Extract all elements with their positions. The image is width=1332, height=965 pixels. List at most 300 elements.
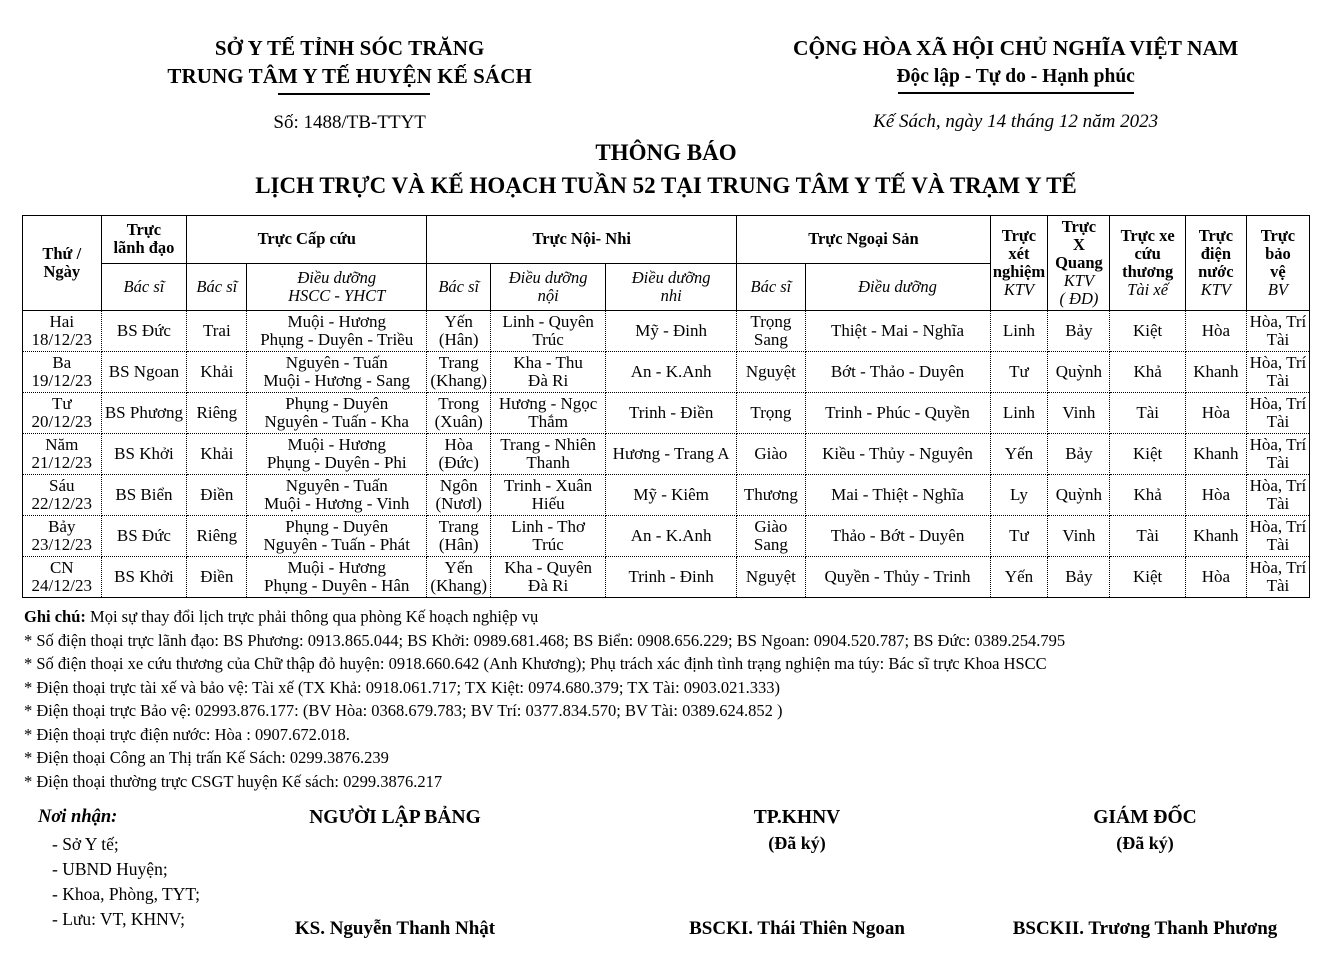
table-row [23, 516, 1310, 557]
table-body [23, 311, 1310, 598]
cell-line: Hòa [1201, 567, 1231, 586]
cell-line: Thiệt - Mai - Nghĩa [830, 321, 965, 340]
cell-ambulance [1110, 434, 1185, 475]
cell-line: Trinh - Phúc - Quyền [825, 403, 970, 422]
cell-line: Yến [444, 312, 473, 331]
cell-line: Linh - Quyên [502, 312, 594, 331]
cell-peds-nurse [605, 352, 736, 393]
cell-line: Tư [1009, 526, 1029, 545]
cell-emergency-doctor [187, 475, 247, 516]
cell-line: Muội - Hương [287, 312, 386, 331]
cell-internal-nurse [491, 557, 606, 598]
notes-section [24, 605, 1308, 793]
signature-role: NGƯỜI LẬP BẢNG [309, 807, 481, 828]
cell-line: Kha - Quyên [504, 558, 593, 577]
district-health-center: TRUNG TÂM Y TẾ HUYỆN KẾ SÁCH [167, 64, 532, 88]
list-item: - Khoa, Phòng, TYT; [52, 884, 200, 904]
table-head [23, 216, 1310, 311]
col-header-day: Thứ / Ngày [23, 216, 102, 311]
cell-line: Linh [1002, 321, 1036, 340]
cell-line: Phụng - Duyên - Hân [264, 576, 410, 595]
cell-line: Điền [200, 567, 234, 586]
cell-line: Quỳnh [1055, 485, 1103, 504]
cell-line: Giào [754, 517, 788, 536]
cell-line: An - K.Anh [630, 526, 712, 545]
cell-leadership [101, 352, 187, 393]
cell-line: Mỹ - Kiêm [633, 485, 709, 504]
table-row [23, 434, 1310, 475]
cell-line: Trọng [750, 312, 792, 331]
subcol-emergency-doctor: Bác sĩ [187, 263, 247, 311]
cell-xray [1048, 393, 1110, 434]
cell-surgery-doctor [737, 352, 805, 393]
cell-security [1246, 557, 1309, 598]
cell-leadership [101, 311, 187, 352]
place-and-date: Kế Sách, ngày 14 tháng 12 năm 2023 [873, 111, 1159, 132]
cell-line: Phụng - Duyên - Phi [266, 453, 407, 472]
cell-security [1246, 352, 1309, 393]
cell-ambulance [1110, 393, 1185, 434]
cell-day [23, 434, 102, 475]
cell-line: Hòa [1201, 485, 1231, 504]
col-header-emergency: Trực Cấp cứu [187, 216, 427, 264]
cell-line: Nguyên - Tuấn [285, 353, 388, 372]
signature-block-director [1000, 805, 1290, 940]
cell-line: Vinh [1062, 526, 1096, 545]
table-row [23, 475, 1310, 516]
cell-line: Muội - Hương - Sang [263, 371, 411, 390]
cell-line: Khanh [1193, 362, 1239, 381]
cell-line: Tài [1266, 535, 1290, 554]
recipients-title: Nơi nhận: [38, 807, 118, 827]
cell-line: Tài [1266, 494, 1290, 513]
cell-line: Thương [743, 485, 798, 504]
cell-line: Muội - Hương - Vinh [264, 494, 410, 513]
cell-lab [990, 475, 1048, 516]
cell-line: Hòa, Trí [1249, 435, 1307, 454]
cell-line: Yến [444, 558, 473, 577]
cell-emergency-nurse [247, 557, 427, 598]
list-item: - Lưu: VT, KHNV; [52, 909, 185, 929]
cell-line: Hòa, Trí [1249, 517, 1307, 536]
cell-surgery-doctor [737, 516, 805, 557]
cell-peds-nurse [605, 434, 736, 475]
subcol-internal-doctor: Bác sĩ [427, 263, 491, 311]
cell-xray [1048, 352, 1110, 393]
cell-line: Kiệt [1133, 567, 1163, 586]
cell-line: Tài [1266, 412, 1290, 431]
cell-line: Kiều - Thủy - Nguyên [822, 444, 973, 463]
cell-surgery-nurse [805, 557, 990, 598]
cell-leadership [101, 557, 187, 598]
cell-day [23, 516, 102, 557]
country-name: CỘNG HÒA XÃ HỘI CHỦ NGHĨA VIỆT NAM [792, 36, 1239, 60]
issuing-org-block [0, 34, 699, 134]
cell-line: Đà Ri [528, 371, 569, 390]
cell-line: Trúc [532, 330, 564, 349]
cell-line: Tư [51, 394, 72, 413]
cell-line: Tài [1266, 330, 1290, 349]
note-line: * Điện thoại Công an Thị trấn Kế Sách: 0299.3876.239 [24, 748, 389, 767]
cell-line: Bảy [1065, 567, 1093, 586]
cell-line: Trong [438, 394, 480, 413]
cell-xray [1048, 557, 1110, 598]
cell-internal-nurse [491, 393, 606, 434]
cell-security [1246, 475, 1309, 516]
schedule-table-wrapper [22, 215, 1310, 598]
cell-ambulance [1110, 352, 1185, 393]
cell-surgery-doctor [737, 393, 805, 434]
cell-ambulance [1110, 475, 1185, 516]
cell-line: Nguyệt [745, 567, 796, 586]
cell-line: Nguyên - Tuấn [285, 476, 388, 495]
table-row [23, 393, 1310, 434]
cell-line: Linh - Thơ [511, 517, 586, 536]
cell-leadership [101, 516, 187, 557]
cell-day [23, 393, 102, 434]
cell-line: (Khang) [430, 576, 488, 595]
cell-line: Sang [753, 330, 788, 349]
cell-leadership [101, 475, 187, 516]
cell-line: (Nươl) [435, 494, 482, 513]
cell-peds-nurse [605, 393, 736, 434]
cell-line: Hiếu [531, 494, 565, 513]
cell-line: Hòa, Trí [1249, 394, 1307, 413]
cell-line: Trinh - Điền [628, 403, 714, 422]
cell-line: BS Đức [116, 321, 171, 340]
cell-line: Trinh - Xuân [504, 476, 593, 495]
col-header-surgery-ob: Trực Ngoại Sản [737, 216, 990, 264]
table-row [23, 311, 1310, 352]
cell-line: Khanh [1193, 526, 1239, 545]
cell-surgery-nurse [805, 516, 990, 557]
cell-emergency-nurse [247, 311, 427, 352]
org-underline-rule [278, 93, 430, 95]
ghichu-label: Ghi chú: [24, 607, 86, 626]
cell-surgery-nurse [805, 311, 990, 352]
note-line: * Số điện thoại xe cứu thương của Chữ thập đỏ huyện: 0918.660.642 (Anh Khương); Phụ trách xác định tình trạng nghiện ma túy: Bác sĩ trực Khoa HSCC [24, 654, 1047, 673]
note-line: * Điện thoại thường trực CSGT huyện Kế sách: 0299.3876.217 [24, 771, 443, 791]
cell-line: Kha - Thu [513, 353, 583, 372]
cell-line: Tài [1266, 371, 1290, 390]
cell-line: Sáu [49, 476, 75, 495]
cell-internal-doctor [427, 475, 491, 516]
cell-line: Trai [202, 321, 231, 340]
cell-utilities [1185, 516, 1246, 557]
cell-internal-doctor [427, 311, 491, 352]
cell-line: Nguyệt [745, 362, 796, 381]
cell-internal-doctor [427, 393, 491, 434]
cell-line: Thảo - Bớt - Duyên [830, 526, 965, 545]
cell-line: 24/12/23 [31, 576, 92, 595]
cell-line: BS Biển [115, 485, 173, 504]
cell-leadership [101, 393, 187, 434]
subcol-internal-nurse: Điều dưỡng nội [491, 263, 606, 311]
cell-emergency-nurse [247, 434, 427, 475]
cell-emergency-nurse [247, 516, 427, 557]
cell-line: Phụng - Duyên [285, 517, 389, 536]
cell-surgery-doctor [737, 475, 805, 516]
cell-utilities [1185, 393, 1246, 434]
cell-internal-nurse [491, 475, 606, 516]
cell-peds-nurse [605, 516, 736, 557]
col-header-utilities: Trực điện nước KTV [1185, 216, 1246, 311]
cell-line: Tài [1136, 403, 1159, 422]
col-header-xray: Trực X Quang KTV ( ĐD) [1048, 216, 1110, 311]
cell-line: Riêng [196, 403, 238, 422]
cell-xray [1048, 311, 1110, 352]
cell-security [1246, 393, 1309, 434]
page-subtitle: LỊCH TRỰC VÀ KẾ HOẠCH TUẦN 52 TẠI TRUNG TÂM Y TẾ VÀ TRẠM Y TẾ [255, 173, 1077, 198]
cell-utilities [1185, 557, 1246, 598]
cell-utilities [1185, 311, 1246, 352]
document-footer [0, 805, 1332, 965]
cell-line: Ba [52, 353, 72, 372]
cell-line: Điền [200, 485, 234, 504]
cell-line: CN [49, 558, 74, 577]
cell-line: 21/12/23 [31, 453, 92, 472]
cell-utilities [1185, 475, 1246, 516]
cell-day [23, 311, 102, 352]
cell-line: Quỳnh [1055, 362, 1103, 381]
cell-lab [990, 516, 1048, 557]
cell-line: Mai - Thiệt - Nghĩa [831, 485, 964, 504]
cell-internal-doctor [427, 352, 491, 393]
col-header-lab: Trực xét nghiệm KTV [990, 216, 1048, 311]
cell-line: Hòa [1201, 321, 1231, 340]
cell-day [23, 557, 102, 598]
subcol-leadership-doctor: Bác sĩ [101, 263, 187, 311]
cell-line: Năm [45, 435, 79, 454]
cell-line: BS Ngoan [108, 362, 180, 381]
cell-line: Trúc [532, 535, 564, 554]
cell-xray [1048, 516, 1110, 557]
cell-security [1246, 516, 1309, 557]
cell-utilities [1185, 352, 1246, 393]
cell-line: (Đức) [438, 453, 479, 472]
cell-xray [1048, 434, 1110, 475]
note-line: * Điện thoại trực điện nước: Hòa : 0907.672.018. [24, 724, 350, 744]
cell-line: Khanh [1193, 444, 1239, 463]
subcol-surgery-doctor: Bác sĩ [737, 263, 805, 311]
cell-security [1246, 434, 1309, 475]
cell-line: Thắm [528, 412, 568, 431]
cell-line: Hai [49, 312, 75, 331]
cell-line: Hương - Ngọc [498, 394, 598, 413]
cell-line: Khả [1133, 362, 1162, 381]
cell-lab [990, 352, 1048, 393]
cell-line: Sang [753, 535, 788, 554]
cell-internal-nurse [491, 352, 606, 393]
header-row-groups [23, 216, 1310, 264]
cell-lab [990, 434, 1048, 475]
cell-line: (Khang) [430, 371, 488, 390]
cell-line: Trang [438, 353, 479, 372]
cell-line: Hòa, Trí [1249, 558, 1307, 577]
list-item: - UBND Huyện; [52, 859, 168, 879]
signature-role: GIÁM ĐỐC [1093, 807, 1197, 828]
cell-peds-nurse [605, 475, 736, 516]
cell-internal-doctor [427, 516, 491, 557]
signature-signed-mark: (Đã ký) [1116, 833, 1174, 853]
signature-block-planning-head [672, 805, 922, 940]
cell-line: (Hân) [438, 330, 479, 349]
cell-internal-doctor [427, 434, 491, 475]
cell-line: Vinh [1062, 403, 1096, 422]
cell-surgery-nurse [805, 475, 990, 516]
cell-line: Thanh [526, 453, 570, 472]
cell-line: BS Phương [104, 403, 184, 422]
cell-line: Nguyên - Tuấn - Kha [264, 412, 409, 431]
subcol-emergency-nurse: Điều dưỡng HSCC - YHCT [247, 263, 427, 311]
cell-line: Yến [1004, 444, 1034, 463]
cell-ambulance [1110, 311, 1185, 352]
signature-name: BSCKII. Trương Thanh Phương [1012, 918, 1278, 939]
duty-schedule-table [22, 215, 1310, 598]
document-number: Số: 1488/TB-TTYT [273, 112, 426, 133]
cell-line: Trinh - Đinh [628, 567, 714, 586]
cell-line: Hòa, Trí [1249, 312, 1307, 331]
cell-line: Kiệt [1133, 321, 1163, 340]
cell-line: Quyền - Thủy - Trinh [824, 567, 971, 586]
cell-line: Riêng [196, 526, 238, 545]
cell-emergency-nurse [247, 352, 427, 393]
list-item: - Sở Y tế; [52, 834, 119, 854]
cell-xray [1048, 475, 1110, 516]
cell-line: BS Khởi [114, 444, 174, 463]
cell-line: Bảy [48, 517, 76, 536]
provincial-health-dept: SỞ Y TẾ TỈNH SÓC TRĂNG [214, 36, 485, 60]
cell-line: (Hân) [438, 535, 479, 554]
cell-emergency-doctor [187, 311, 247, 352]
cell-line: Trang - Nhiên [500, 435, 596, 454]
cell-line: An - K.Anh [630, 362, 712, 381]
cell-line: Mỹ - Đinh [635, 321, 708, 340]
cell-surgery-nurse [805, 393, 990, 434]
cell-line: (Xuân) [434, 412, 483, 431]
cell-line: 19/12/23 [31, 371, 92, 390]
cell-emergency-doctor [187, 352, 247, 393]
cell-line: Nguyên - Tuấn - Phát [263, 535, 410, 554]
cell-surgery-nurse [805, 352, 990, 393]
cell-line: Trang [438, 517, 479, 536]
cell-line: Muội - Hương [287, 435, 386, 454]
cell-line: Khải [200, 362, 234, 381]
cell-day [23, 352, 102, 393]
note-line: * Số điện thoại trực lãnh đạo: BS Phương: 0913.865.044; BS Khởi: 0989.681.468; BS Biển: 0908.656.229; BS Ngoan: 0904.520.787; BS Đức: 0389.254.795 [24, 630, 1066, 650]
cell-line: Đà Ri [528, 576, 569, 595]
cell-emergency-doctor [187, 393, 247, 434]
signature-name: KS. Nguyễn Thanh Nhật [294, 918, 496, 939]
cell-line: Yến [1004, 567, 1034, 586]
cell-emergency-doctor [187, 516, 247, 557]
cell-leadership [101, 434, 187, 475]
cell-line: Muội - Hương [287, 558, 386, 577]
col-header-security: Trực bảo vệ BV [1246, 216, 1309, 311]
recipients-block [38, 805, 200, 932]
signature-signed-mark: (Đã ký) [768, 833, 826, 853]
cell-surgery-doctor [737, 434, 805, 475]
ghichu-text: Mọi sự thay đổi lịch trực phải thông qua phòng Kế hoạch nghiệp vụ [85, 607, 539, 626]
cell-surgery-nurse [805, 434, 990, 475]
cell-utilities [1185, 434, 1246, 475]
cell-emergency-doctor [187, 557, 247, 598]
cell-line: Hòa [444, 435, 473, 454]
cell-emergency-doctor [187, 434, 247, 475]
cell-day [23, 475, 102, 516]
subcol-surgery-nurse: Điều dưỡng [805, 263, 990, 311]
cell-surgery-doctor [737, 557, 805, 598]
cell-internal-doctor [427, 557, 491, 598]
cell-line: 18/12/23 [31, 330, 92, 349]
subcol-peds-nurse: Điều dưỡng nhi [605, 263, 736, 311]
cell-ambulance [1110, 557, 1185, 598]
document-header [0, 0, 1332, 134]
cell-line: Phụng - Duyên [285, 394, 389, 413]
cell-line: Tài [1266, 576, 1290, 595]
cell-line: Ly [1009, 485, 1028, 504]
cell-lab [990, 393, 1048, 434]
cell-emergency-nurse [247, 475, 427, 516]
cell-line: Bảy [1065, 321, 1093, 340]
note-line: * Điện thoại trực Bảo vệ: 02993.876.177: (BV Hòa: 0368.679.783; BV Trí: 0377.834.570; BV Tài: 0389.624.852 ) [24, 701, 783, 720]
cell-line: Tài [1136, 526, 1159, 545]
national-heading-block [699, 34, 1332, 134]
signature-block-preparer [255, 805, 535, 940]
cell-line: Bảy [1065, 444, 1093, 463]
cell-internal-nurse [491, 516, 606, 557]
cell-line: Hòa, Trí [1249, 353, 1307, 372]
cell-line: Hòa, Trí [1249, 476, 1307, 495]
cell-line: Tư [1009, 362, 1029, 381]
cell-security [1246, 311, 1309, 352]
table-row [23, 557, 1310, 598]
cell-line: Trọng [750, 403, 792, 422]
cell-line: Hòa [1201, 403, 1231, 422]
cell-line: Hương - Trang A [612, 444, 730, 463]
cell-line: Linh [1002, 403, 1036, 422]
cell-peds-nurse [605, 557, 736, 598]
cell-line: Ngôn [439, 476, 478, 495]
cell-internal-nurse [491, 311, 606, 352]
col-header-leadership: Trực lãnh đạo [101, 216, 187, 264]
signature-role: TP.KHNV [753, 807, 841, 828]
cell-line: Giào [754, 444, 788, 463]
cell-line: Phụng - Duyên - Triều [260, 330, 414, 349]
signature-name: BSCKI. Thái Thiên Ngoan [689, 918, 905, 939]
cell-line: BS Đức [116, 526, 171, 545]
cell-line: 23/12/23 [31, 535, 92, 554]
cell-line: Bớt - Thảo - Duyên [830, 362, 965, 381]
cell-line: 22/12/23 [31, 494, 92, 513]
note-line: * Điện thoại trực tài xế và bảo vệ: Tài xế (TX Khả: 0918.061.717; TX Kiệt: 0974.680.379; TX Tài: 0903.021.333) [24, 677, 781, 697]
cell-ambulance [1110, 516, 1185, 557]
cell-line: Tài [1266, 453, 1290, 472]
table-row [23, 352, 1310, 393]
cell-emergency-nurse [247, 393, 427, 434]
col-header-internal-peds: Trực Nội- Nhi [427, 216, 737, 264]
cell-line: Khải [200, 444, 234, 463]
cell-line: BS Khởi [114, 567, 174, 586]
page-title: THÔNG BÁO [595, 140, 737, 165]
cell-surgery-doctor [737, 311, 805, 352]
cell-line: 20/12/23 [31, 412, 92, 431]
cell-lab [990, 557, 1048, 598]
cell-peds-nurse [605, 311, 736, 352]
note-ghichu [24, 605, 1308, 629]
col-header-ambulance: Trực xe cứu thương Tài xế [1110, 216, 1185, 311]
national-motto: Độc lập - Tự do - Hạnh phúc [896, 66, 1135, 87]
